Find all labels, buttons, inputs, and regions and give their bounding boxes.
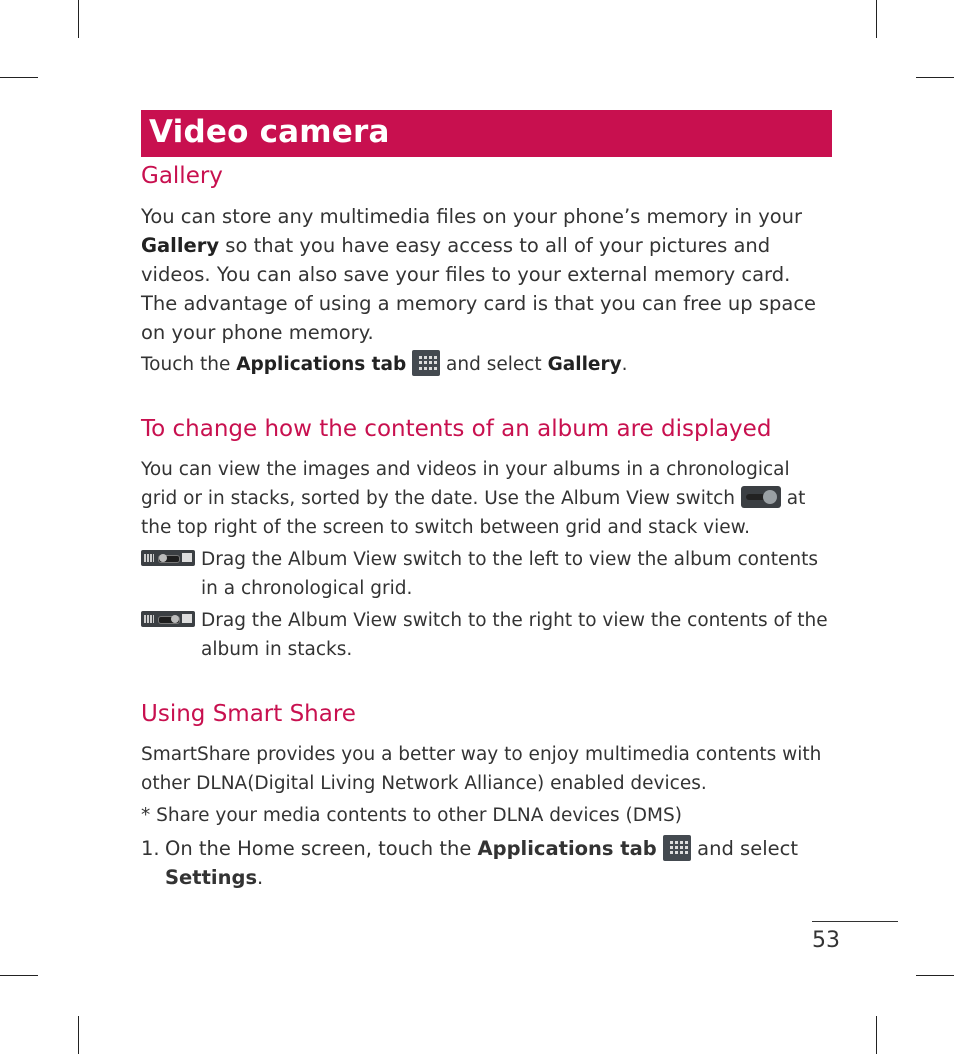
settings-label: Settings	[165, 866, 258, 889]
step-text: and select	[690, 837, 798, 860]
crop-mark	[0, 77, 38, 78]
album-heading: To change how the contents of an album are displayed	[141, 416, 772, 442]
crop-mark	[0, 975, 38, 976]
bullet-text: Drag the Album View switch to the right to view the contents of the album in stacks.	[201, 610, 828, 660]
applications-grid-icon	[412, 350, 440, 376]
album-view-switch-icon	[741, 486, 781, 508]
gallery-intro-text: You can store any multimedia files on your phone’s memory in your	[141, 205, 803, 228]
album-text: at the top right of the screen to switch between grid and stack view.	[141, 488, 806, 538]
crop-mark	[916, 975, 954, 976]
page-number: 53	[812, 928, 840, 953]
applications-grid-icon	[663, 835, 691, 861]
crop-mark	[876, 0, 877, 38]
page-title: Video camera	[149, 114, 390, 150]
switch-left-icon	[141, 550, 195, 566]
gallery-heading: Gallery	[141, 163, 223, 189]
crop-mark	[78, 1016, 79, 1054]
album-paragraph	[141, 455, 831, 542]
gallery-intro	[141, 202, 831, 347]
album-text: You can view the images and videos in your albums in a chronological grid or in stacks, sorted by the date. Use the Album View switch	[141, 459, 790, 509]
crop-mark	[876, 1016, 877, 1054]
bullet-item-left	[141, 545, 831, 603]
step-number: 1.	[141, 837, 160, 860]
page-number-rule	[812, 921, 898, 922]
step-text: On the Home screen, touch the	[165, 837, 478, 860]
gallery-instruction	[141, 350, 831, 379]
instruction-text: Touch the	[141, 354, 237, 375]
crop-mark	[78, 0, 79, 38]
applications-tab-label: Applications tab	[477, 837, 657, 860]
period: .	[621, 354, 628, 375]
instruction-text: and select	[440, 354, 548, 375]
switch-right-icon	[141, 611, 195, 627]
crop-mark	[916, 77, 954, 78]
section-title-bar	[141, 110, 832, 157]
smartshare-paragraph: SmartShare provides you a better way to enjoy multimedia contents with other DLNA(Digital Living Network Alliance) enabled devices.	[141, 744, 822, 794]
bullet-text: Drag the Album View switch to the left to view the album contents in a chronological grid.	[201, 549, 818, 599]
list-item	[141, 834, 831, 892]
gallery-intro-text: so that you have easy access to all of your pictures and videos. You can also save your files to your external memory card. The advantage of using a memory card is that you can free up space on your phone memory.	[141, 234, 817, 344]
applications-tab-label: Applications tab	[236, 354, 407, 375]
period: .	[257, 866, 264, 889]
smartshare-note: * Share your media contents to other DLNA devices (DMS)	[141, 805, 682, 826]
gallery-bold: Gallery	[141, 234, 220, 257]
smartshare-heading: Using Smart Share	[141, 701, 356, 727]
gallery-label: Gallery	[547, 354, 622, 375]
bullet-item-right	[141, 606, 831, 664]
